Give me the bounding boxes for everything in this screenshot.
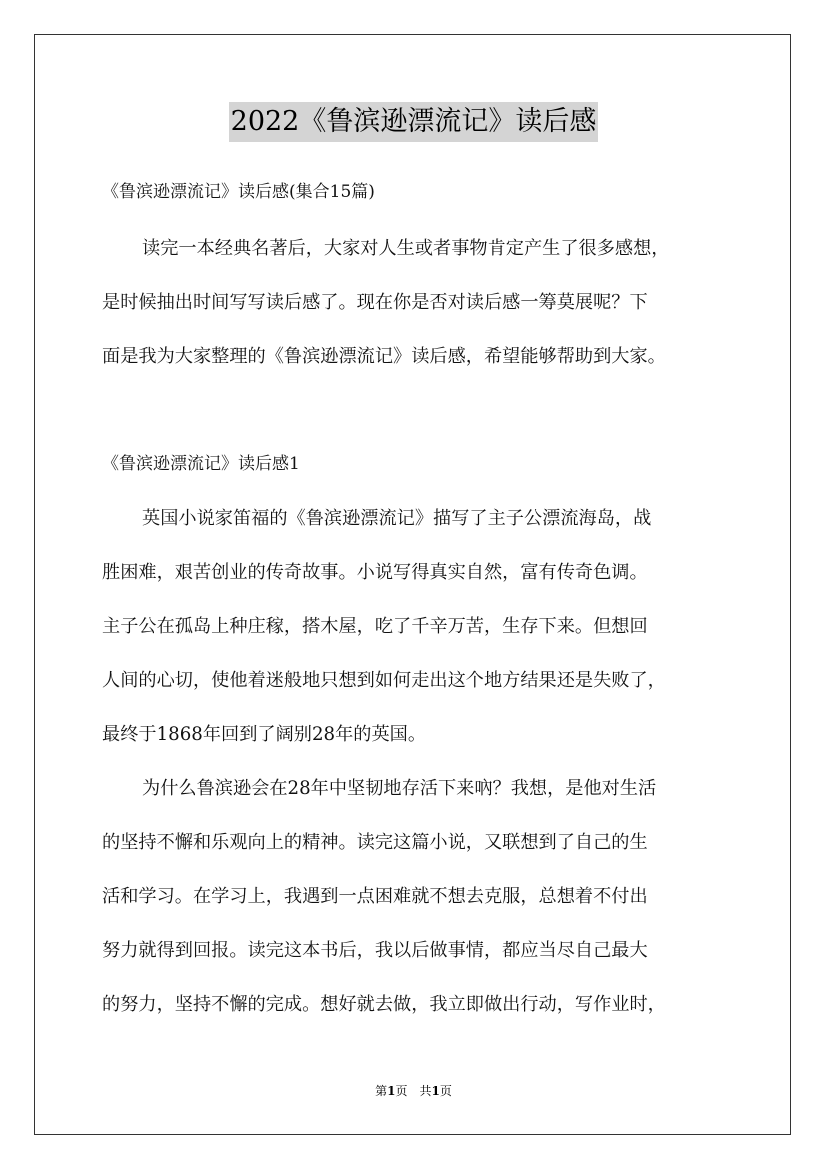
intro-paragraph	[102, 222, 742, 384]
footer-page-prefix: 第	[375, 1084, 388, 1098]
paragraph-2-line-2: 的坚持不懈和乐观向上的精神。读完这篇小说，又联想到了自己的生	[102, 832, 648, 853]
paragraph-1-line-2: 胜困难，艰苦创业的传奇故事。小说写得真实自然，富有传奇色调。	[102, 562, 648, 583]
paragraph-1-line-5: 最终于1868年回到了阔别28年的英国。	[102, 724, 427, 745]
document-subtitle: 《鲁滨逊漂流记》读后感(集合15篇)	[102, 182, 375, 202]
title-container	[0, 102, 827, 142]
paragraph-1-line-1: 英国小说家笛福的《鲁滨逊漂流记》描写了主子公漂流海岛，战	[142, 508, 652, 529]
intro-line-1: 读完一本经典名著后，大家对人生或者事物肯定产生了很多感想，	[142, 238, 670, 259]
footer-page-suffix: 页	[439, 1084, 452, 1098]
intro-line-2: 是时候抽出时间写写读后感了。现在你是否对读后感一筹莫展呢？下	[102, 292, 648, 313]
intro-line-3: 面是我为大家整理的《鲁滨逊漂流记》读后感，希望能够帮助到大家。	[102, 346, 666, 367]
paragraph-1	[102, 492, 742, 762]
paragraph-1-line-3: 主子公在孤岛上种庄稼，搭木屋，吃了千辛万苦，生存下来。但想回	[102, 616, 648, 637]
subtitle-block	[102, 165, 742, 219]
footer-page-mid: 页 共	[395, 1084, 432, 1098]
footer-page-current: 1	[387, 1084, 396, 1098]
document-title: 2022《鲁滨逊漂流记》读后感	[229, 102, 599, 142]
paragraph-2-line-3: 活和学习。在学习上，我遇到一点困难就不想去克服，总想着不付出	[102, 886, 648, 907]
paragraph-2-line-4: 努力就得到回报。读完这本书后，我以后做事情，都应当尽自己最大	[102, 940, 648, 961]
footer-page-total: 1	[431, 1084, 440, 1098]
paragraph-2	[102, 762, 742, 1032]
paragraph-2-line-5: 的努力，坚持不懈的完成。想好就去做，我立即做出行动，写作业时，	[102, 994, 666, 1015]
paragraph-2-line-1: 为什么鲁滨逊会在28年中坚韧地存活下来吶？我想，是他对生活	[142, 778, 657, 799]
paragraph-1-line-4: 人间的心切，使他着迷般地只想到如何走出这个地方结果还是失败了，	[102, 670, 666, 691]
section-heading: 《鲁滨逊漂流记》读后感1	[102, 454, 300, 474]
section-heading-block	[102, 437, 742, 491]
page-footer	[0, 1083, 827, 1099]
